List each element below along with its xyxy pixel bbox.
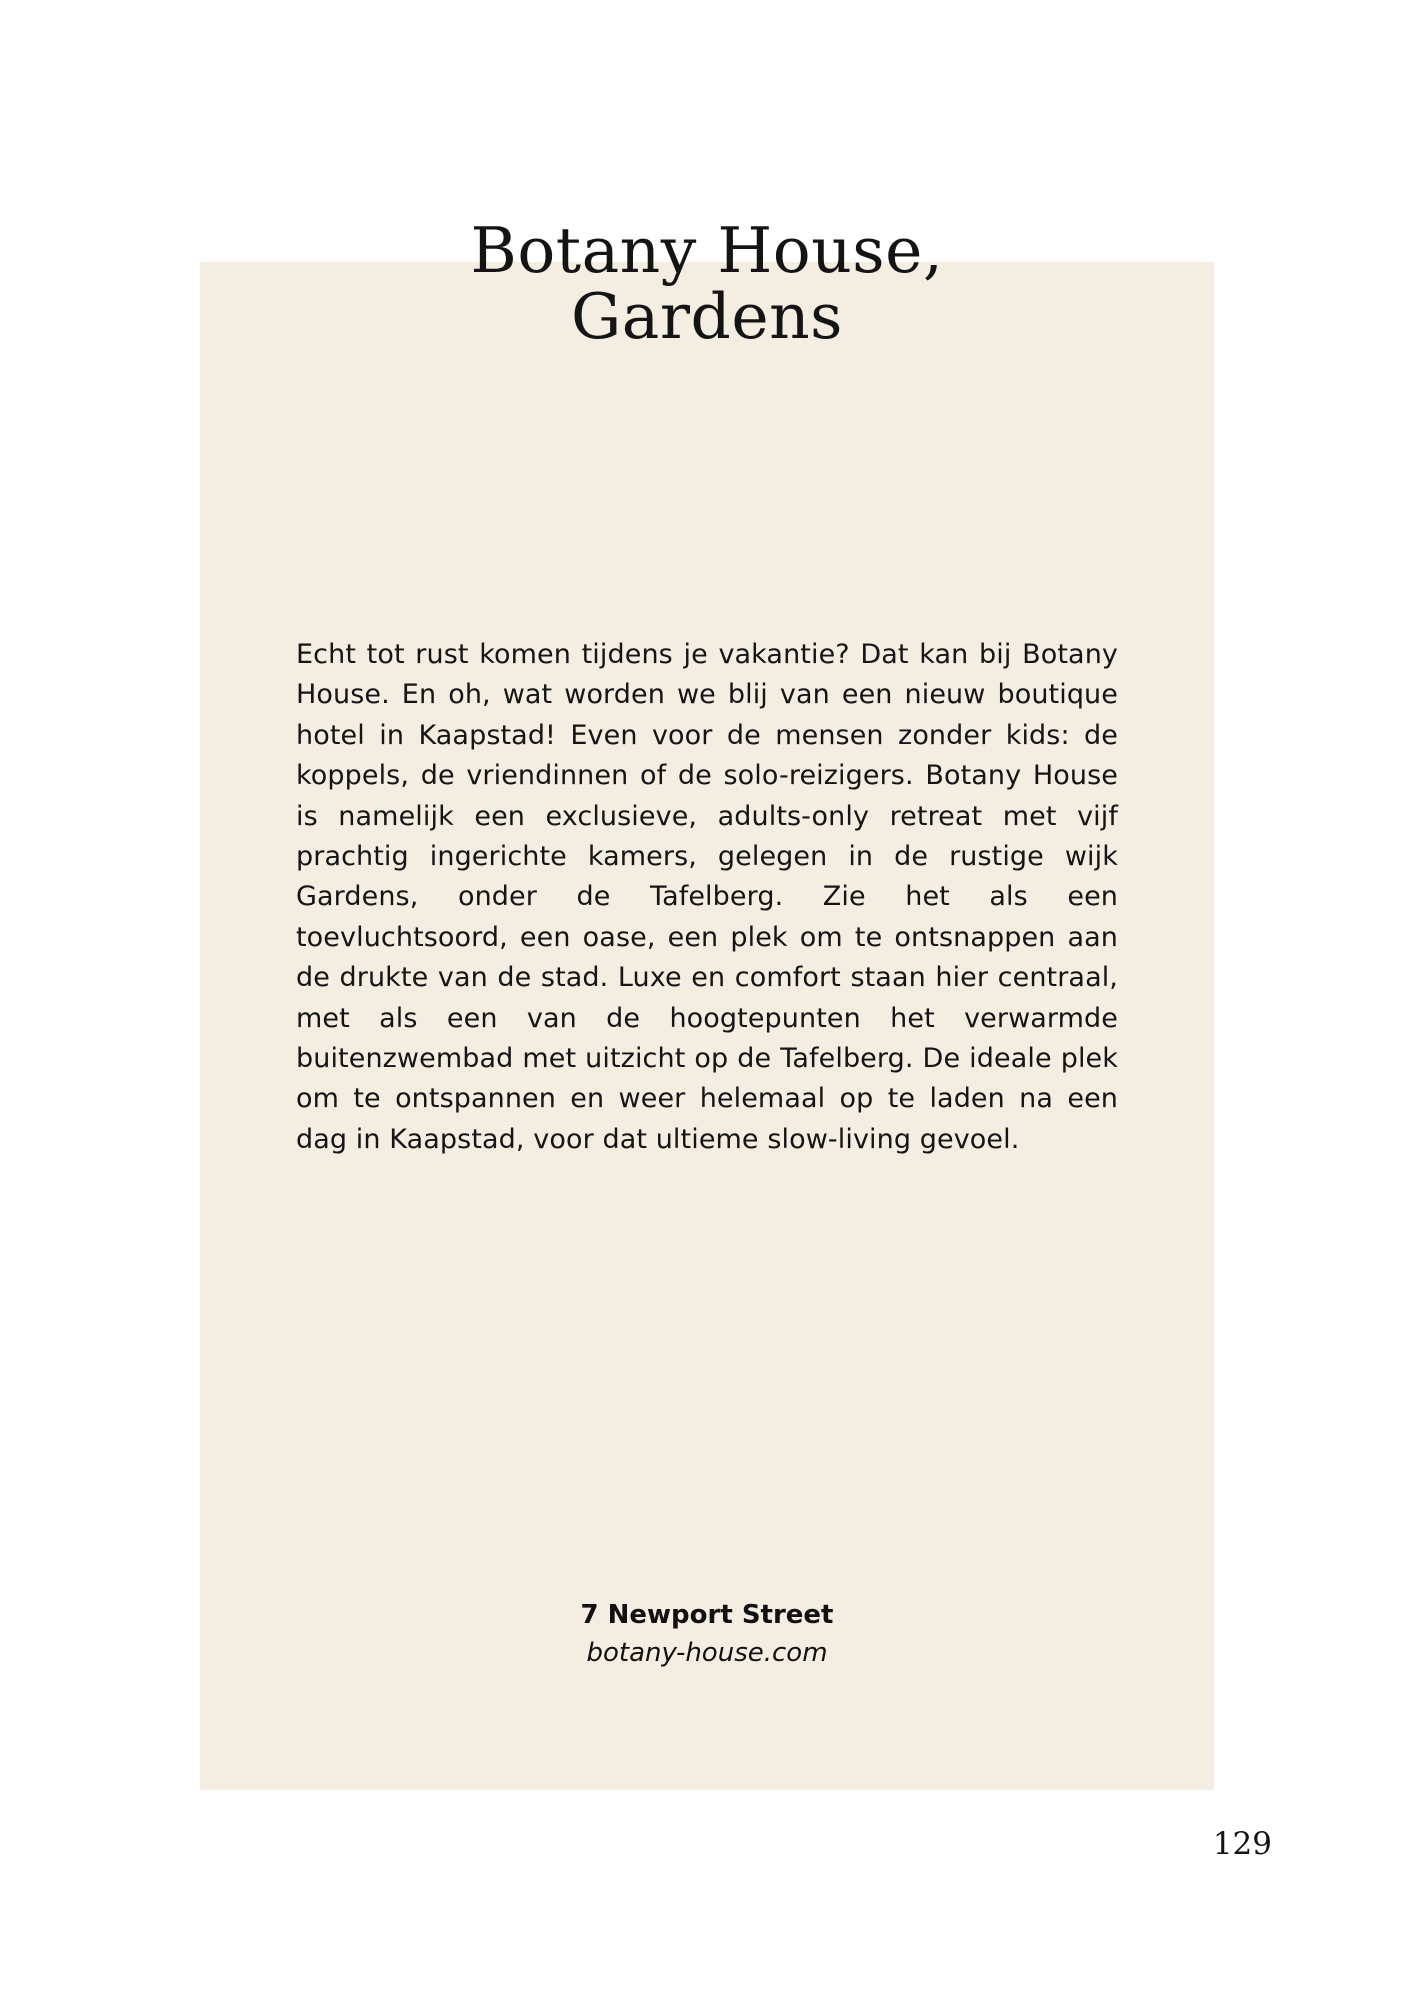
- address: 7 Newport Street: [580, 1600, 834, 1630]
- description-paragraph: Echt tot rust komen tijdens je vakantie? Dat kan bij Botany House. En oh, wat worden we blij van een nieuw boutique hotel in Kaapstad! Even voor de mensen zonder kids: de koppels, de vriendinnen of de solo-reizigers. Botany House is namelijk een exclusieve, adults-only retreat met vijf prachtig ingerichte kamers, gelegen in de rustige wijk Gardens, onder de Tafelberg. Zie het als een toevluchtsoord, een oase, een plek om te ontsnappen aan de drukte van de stad. Luxe en comfort staan hier centraal, met als een van de hoogtepunten het verwarmde buitenzwembad met uitzicht op de Tafelberg. De ideale plek om te ontspannen en weer helemaal op te laden na een dag in Kaapstad, voor dat ultieme slow-living gevoel.: [296, 639, 1118, 1155]
- page-number: 129: [1212, 1826, 1272, 1862]
- page-title: [200, 214, 1214, 353]
- website-link[interactable]: botany-house.com: [586, 1638, 828, 1668]
- title-line-2: Gardens: [570, 280, 844, 353]
- title-line-1: Botany House,: [470, 214, 944, 287]
